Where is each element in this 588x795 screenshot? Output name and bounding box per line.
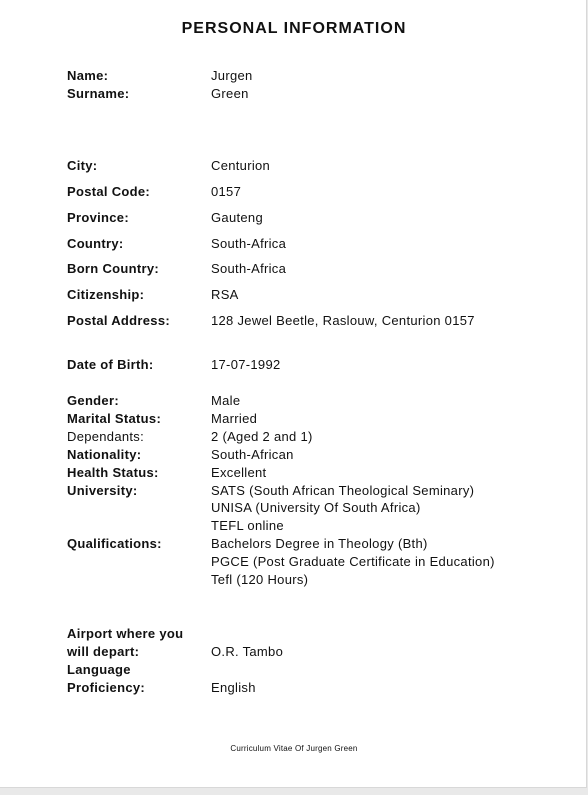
born-country-label: Born Country: [67,261,159,276]
date-of-birth-value: 17-07-1992 [211,357,281,372]
postal-code-label: Postal Code: [67,184,151,199]
citizenship-value: RSA [211,287,239,302]
qualification-value: Bachelors Degree in Theology (Bth) [211,536,428,551]
gender-value: Male [211,393,241,408]
university-value: SATS (South African Theological Seminary) [211,483,475,498]
date-of-birth-label: Date of Birth: [67,357,154,372]
country-label: Country: [67,236,124,251]
nationality-value: South-African [211,447,294,462]
gender-label: Gender: [67,393,119,408]
language-value: English [211,680,256,695]
province-label: Province: [67,210,129,225]
nationality-label: Nationality: [67,447,142,462]
born-country-value: South-Africa [211,261,287,276]
page-footer: Curriculum Vitae Of Jurgen Green [230,744,358,753]
airport-label-line-1: Airport where you [67,626,184,641]
surname-value: Green [211,86,249,101]
university-label: University: [67,483,138,498]
university-value: UNISA (University Of South Africa) [211,500,421,515]
airport-value: O.R. Tambo [211,644,284,659]
marital-status-label: Marital Status: [67,411,162,426]
country-value: South-Africa [211,236,287,251]
marital-status-value: Married [211,411,258,426]
language-label-line-1: Language [67,662,131,677]
city-value: Centurion [211,158,271,173]
university-value: TEFL online [211,518,284,533]
qualifications-label: Qualifications: [67,536,162,551]
airport-label-line-2: will depart: [67,644,140,659]
language-label-line-2: Proficiency: [67,680,146,695]
qualification-value: PGCE (Post Graduate Certificate in Education) [211,554,495,569]
postal-address-value: 128 Jewel Beetle, Raslouw, Centurion 0157 [211,313,475,328]
province-value: Gauteng [211,210,263,225]
name-value: Jurgen [211,68,253,83]
qualification-value: Tefl (120 Hours) [211,572,309,587]
postal-address-label: Postal Address: [67,313,170,328]
health-status-value: Excellent [211,465,267,480]
city-label: City: [67,158,98,173]
surname-label: Surname: [67,86,130,101]
name-label: Name: [67,68,109,83]
dependants-value: 2 (Aged 2 and 1) [211,429,313,444]
postal-code-value: 0157 [211,184,242,199]
page-title: PERSONAL INFORMATION [181,20,407,37]
citizenship-label: Citizenship: [67,287,145,302]
dependants-label: Dependants: [67,429,145,444]
health-status-label: Health Status: [67,465,159,480]
